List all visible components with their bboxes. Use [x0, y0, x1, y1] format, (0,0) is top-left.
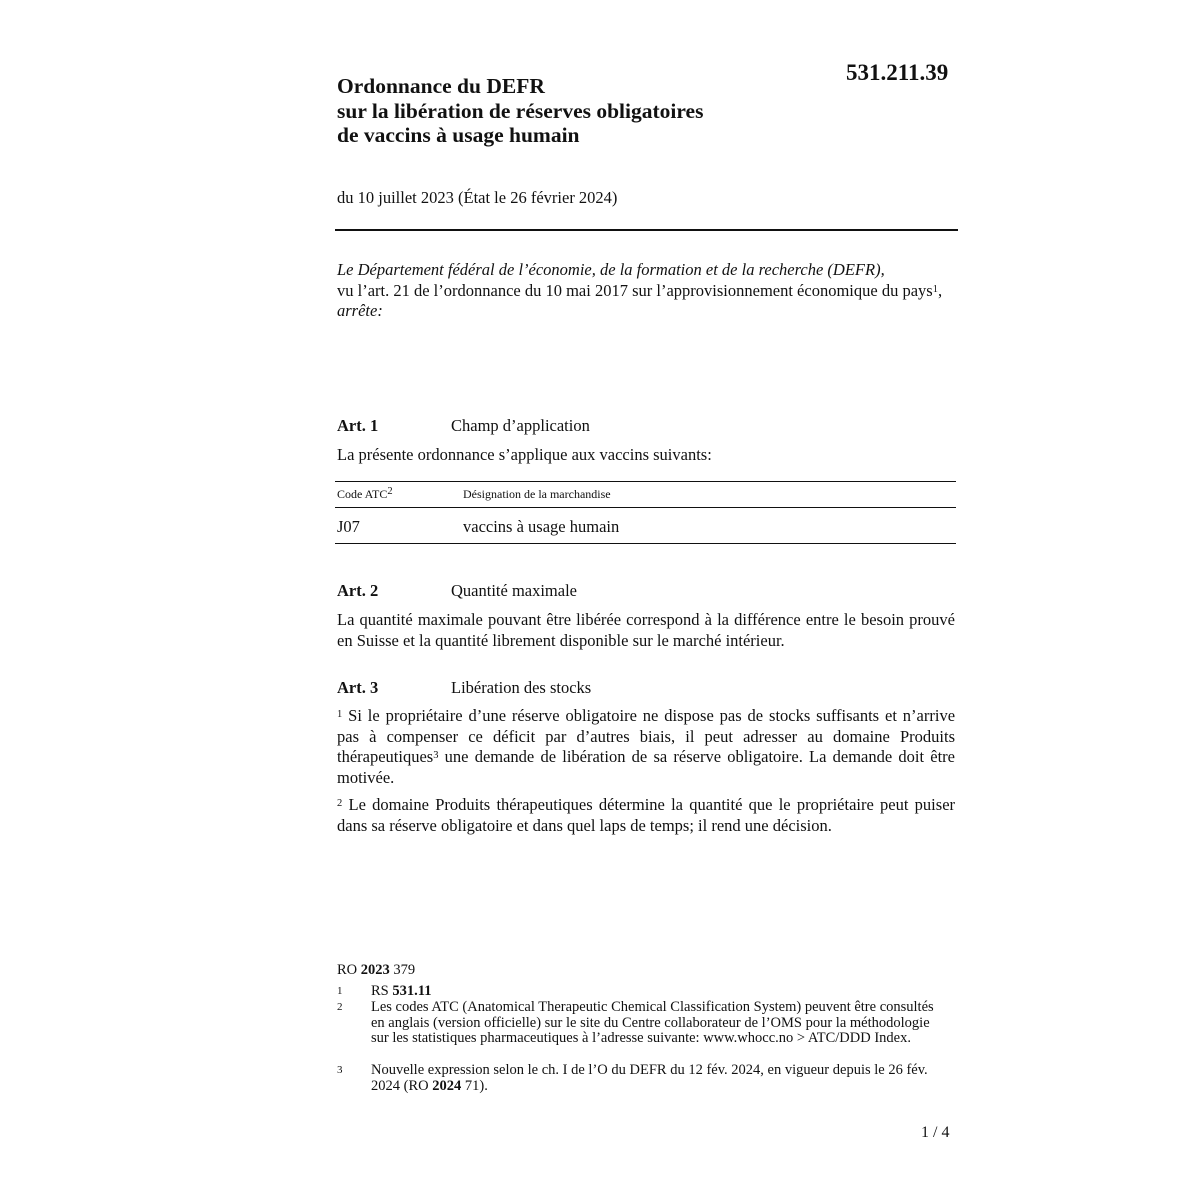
art1-number: Art. 1	[337, 416, 379, 435]
art3-heading	[337, 678, 591, 698]
table-header-designation: Désignation de la marchandise	[463, 487, 611, 501]
footnote-3-number: 3	[337, 1064, 343, 1076]
preamble-basis	[337, 281, 957, 302]
preamble-basis-end: ,	[937, 280, 943, 300]
table-header-code-label: Code ATC	[337, 487, 388, 501]
footnote-2-text: Les codes ATC (Anatomical Therapeutic Chemical Classification System) peuvent être consultés en anglais (version officielle) sur le site du Centre collaborateur de l’OMS pour la méthodologie sur les statistiques pharmaceutiques à l’adresse suivante: www.whocc.no > ATC/DDD Index.	[371, 999, 934, 1046]
footnote-ref-1[interactable]: 1	[932, 283, 938, 295]
footnote-3-text-b: 71).	[461, 1077, 488, 1094]
art3-paragraph-1	[337, 706, 955, 788]
preamble	[337, 260, 957, 322]
table-bottom-rule	[335, 543, 956, 544]
art3-paragraph-2	[337, 795, 955, 836]
table-header-rule	[335, 507, 956, 508]
paragraph-number-2: 2	[337, 798, 343, 809]
art1-title: Champ d’application	[451, 416, 590, 435]
footnote-3	[337, 1063, 952, 1094]
footnote-ref-3[interactable]: 3	[433, 750, 439, 761]
footnote-ref-2[interactable]: 2	[387, 486, 393, 497]
preamble-basis-text: vu l’art. 21 de l’ordonnance du 10 mai 2017 sur l’approvisionnement économique du pays	[337, 280, 933, 300]
sr-number: 531.211.39	[846, 60, 949, 85]
art2-text: La quantité maximale pouvant être libérée correspond à la différence entre le besoin prouvé en Suisse et la quantité librement disponible sur le marché intérieur.	[337, 610, 955, 650]
footnote-1	[337, 984, 952, 1000]
art1-heading	[337, 416, 590, 436]
footnote-3-text	[371, 1063, 951, 1094]
preamble-decree: arrête:	[337, 301, 383, 320]
footnote-2	[337, 1000, 952, 1047]
art3-p1-text-b: une demande de libération de sa réserve obligatoire. La demande doit être motivée.	[337, 747, 955, 787]
art2-heading	[337, 581, 577, 601]
footnote-1-prefix: RS	[371, 983, 393, 999]
title-line-3: de vaccins à usage humain	[337, 123, 580, 147]
document-date: du 10 juillet 2023 (État le 26 février 2024)	[337, 188, 618, 207]
art3-title: Libération des stocks	[451, 678, 592, 697]
paragraph-number-1: 1	[337, 709, 343, 720]
footnote-1-number: 1	[337, 985, 343, 997]
footnote-3-text-a: Nouvelle expression selon le ch. I de l’O du DEFR du 12 fév. 2024, en vigueur depuis le 26 fév. 2024 (RO	[371, 1062, 928, 1094]
table-top-rule	[335, 481, 956, 482]
title-line-1: Ordonnance du DEFR	[337, 74, 545, 98]
ro-page: 379	[389, 962, 416, 978]
table-cell-code: J07	[337, 517, 360, 536]
preamble-authority: Le Département fédéral de l’économie, de la formation et de la recherche (DEFR),	[337, 260, 885, 279]
table-cell-designation: vaccins à usage humain	[463, 517, 620, 536]
footnote-2-number: 2	[337, 1001, 343, 1013]
art3-p1-text-a: Si le propriétaire d’une réserve obligatoire ne dispose pas de stocks suffisants et n’arrive pas à compenser ce déficit par d’autres biais, il peut adresser au domaine Produits thérapeutiques	[337, 706, 956, 766]
footnote-3-bold: 2024	[432, 1077, 462, 1094]
ro-prefix: RO	[337, 962, 361, 978]
table-header-code	[337, 487, 393, 502]
art2-title: Quantité maximale	[451, 581, 577, 600]
document-title	[337, 74, 817, 148]
art1-intro: La présente ordonnance s’applique aux vaccins suivants:	[337, 445, 712, 464]
title-line-2: sur la libération de réserves obligatoires	[337, 98, 704, 123]
page-number: 1 / 4	[921, 1124, 950, 1141]
ro-reference	[337, 962, 415, 979]
art3-number: Art. 3	[337, 678, 379, 697]
art2-number: Art. 2	[337, 581, 379, 600]
art3-p2-text: Le domaine Produits thérapeutiques détermine la quantité que le propriétaire peut puiser dans sa réserve obligatoire et dans quel laps de temps; il rend une décision.	[337, 795, 956, 835]
header-divider	[335, 229, 958, 231]
footnote-1-text	[371, 984, 952, 1000]
footnote-1-bold: 531.11	[392, 983, 432, 999]
ro-year: 2023	[360, 962, 390, 978]
